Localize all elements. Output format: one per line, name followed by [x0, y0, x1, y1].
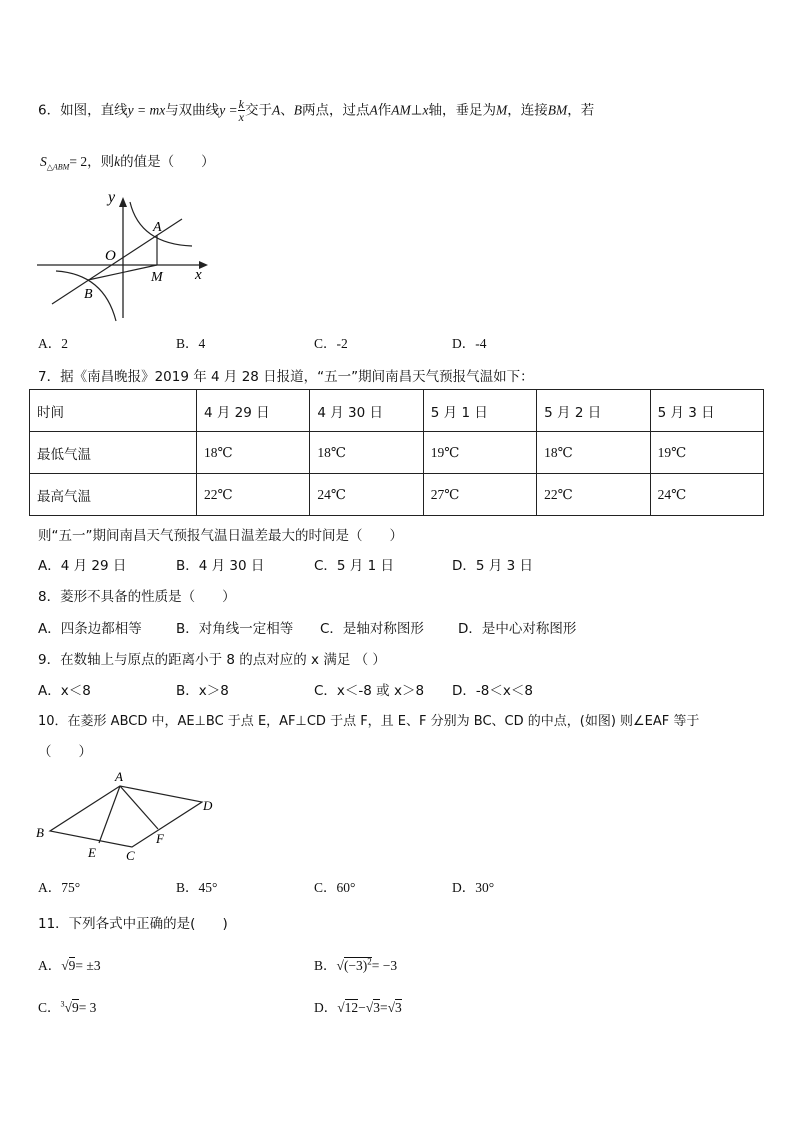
q6-segment-bm: BM — [547, 102, 568, 118]
table-row — [30, 474, 764, 516]
q6-number: 6．如图，直线 — [38, 102, 128, 119]
q11-option-b[interactable] — [314, 954, 397, 974]
table-cell: 最低气温 — [30, 432, 197, 474]
q6-text: 、 — [280, 102, 294, 119]
table-cell: 22℃ — [537, 474, 650, 516]
table-cell: 18℃ — [197, 432, 310, 474]
label-f: F — [156, 831, 164, 846]
label-a: A — [115, 769, 123, 784]
q6-text: 轴，垂足为 — [428, 102, 497, 119]
radical-sign: √ — [337, 1000, 345, 1015]
q9-option-a[interactable]: A．x＜8 — [38, 683, 91, 699]
q6-area-symbol: S — [40, 154, 47, 169]
q6-stem — [38, 98, 594, 123]
q7-stem: 7．据《南昌晚报》2019 年 4 月 28 日报道，“五一”期间南昌天气预报气温如下： — [38, 369, 534, 385]
q6-line-equation: y = mx — [127, 102, 166, 118]
radicand — [344, 957, 372, 973]
table-cell: 24℃ — [650, 474, 763, 516]
rhombus-abcd — [50, 786, 202, 847]
label-y: y — [108, 189, 116, 206]
table-cell: 18℃ — [310, 432, 423, 474]
q6-x-variable: x — [422, 102, 429, 118]
q11-option-a[interactable] — [38, 954, 101, 974]
q6-option-d[interactable]: D．-4 — [452, 336, 487, 351]
option-letter: D． — [314, 1000, 338, 1015]
q7-option-d[interactable]: D．5 月 3 日 — [452, 558, 533, 574]
table-cell: 27℃ — [423, 474, 536, 516]
option-letter: A． — [38, 958, 62, 973]
q6-area-value: = 2 — [69, 154, 88, 169]
q10-option-c[interactable]: C．60° — [314, 880, 356, 895]
radicand: 3 — [395, 1000, 402, 1015]
radicand-base: (−3) — [343, 958, 368, 973]
q7-question: 则“五一”期间南昌天气预报气温日温差最大的时间是（ ） — [38, 528, 403, 544]
q6-hyperbola-lhs: y = — [219, 102, 238, 118]
q8-option-d[interactable]: D．是中心对称图形 — [458, 621, 577, 637]
radical-sign: √ — [61, 958, 69, 973]
q8-option-c[interactable]: C．是轴对称图形 — [320, 621, 424, 637]
option-letter: C． — [38, 1000, 61, 1015]
q6-perp-symbol: ⊥ — [410, 102, 423, 119]
table-header-cell: 5 月 3 日 — [650, 390, 763, 432]
label-a: A — [153, 220, 162, 235]
q6-text: 两点，过点 — [302, 102, 370, 119]
table-row — [30, 432, 764, 474]
q6-point-b: B — [293, 102, 302, 118]
radical-sign: √ — [365, 1000, 374, 1015]
equals-sign: = — [379, 1000, 388, 1015]
radicand-exponent: 2 — [367, 956, 372, 967]
q10-option-b[interactable]: B．45° — [176, 880, 218, 895]
option-rest: = 3 — [78, 1000, 97, 1015]
table-header-cell: 4 月 29 日 — [197, 390, 310, 432]
q6-point-a: A — [369, 102, 378, 118]
label-b: B — [84, 287, 93, 302]
option-rest: = ±3 — [75, 958, 101, 973]
q6-area-subscript: △ABM — [46, 162, 70, 172]
q6-text: 的值是（ ） — [120, 154, 215, 170]
q10-figure — [30, 766, 230, 866]
q10-stem: 10．在菱形 ABCD 中，AE⊥BC 于点 E，AF⊥CD 于点 F，且 E、F 分别为 BC、CD 的中点，(如图) 则∠EAF 等于 — [38, 714, 700, 729]
table-cell: 19℃ — [423, 432, 536, 474]
q10-option-a[interactable]: A．75° — [38, 880, 81, 895]
q8-option-a[interactable]: A．四条边都相等 — [38, 621, 142, 637]
q6-option-c[interactable]: C．-2 — [314, 336, 348, 351]
q6-figure — [32, 186, 218, 326]
radical-sign: √ — [64, 1000, 72, 1015]
table-cell: 最高气温 — [30, 474, 197, 516]
table-cell: 22℃ — [197, 474, 310, 516]
q8-option-b[interactable]: B．对角线一定相等 — [176, 621, 294, 637]
label-e: E — [88, 845, 96, 860]
table-cell: 19℃ — [650, 432, 763, 474]
table-header-cell: 5 月 2 日 — [537, 390, 650, 432]
q11-option-d[interactable] — [314, 996, 402, 1016]
q6-text: ，则 — [87, 154, 115, 170]
q6-fraction — [238, 98, 245, 123]
radical-sign: √ — [387, 1000, 396, 1015]
table-cell: 24℃ — [310, 474, 423, 516]
q6-text: ，连接 — [507, 102, 548, 119]
q7-option-a[interactable]: A．4 月 29 日 — [38, 558, 127, 574]
q6-text: 交于 — [245, 102, 272, 119]
label-x: x — [195, 267, 202, 283]
label-c: C — [126, 848, 135, 863]
q6-text: 与双曲线 — [165, 102, 220, 119]
q9-option-b[interactable]: B．x＞8 — [176, 683, 229, 699]
q9-option-d[interactable]: D．-8＜x＜8 — [452, 683, 533, 699]
q11-stem: 11．下列各式中正确的是( ) — [38, 916, 228, 932]
table-header-cell: 时间 — [30, 390, 197, 432]
minus-sign: − — [358, 1000, 366, 1015]
table-header-cell: 5 月 1 日 — [423, 390, 536, 432]
radicand: 9 — [71, 1000, 79, 1015]
q9-option-c[interactable]: C．x＜-8 或 x＞8 — [314, 683, 425, 699]
radicand: 3 — [373, 1000, 380, 1015]
q6-k-variable: k — [114, 154, 121, 169]
q6-point-m: M — [496, 102, 508, 118]
label-b: B — [36, 825, 44, 840]
q6-text: 作 — [377, 102, 392, 119]
q10-option-d[interactable]: D．30° — [452, 880, 495, 895]
q6-option-a[interactable]: A．2 — [38, 336, 68, 351]
y-axis-arrow — [119, 197, 127, 207]
q8-stem: 8．菱形不具备的性质是（ ） — [38, 589, 236, 605]
q6-fraction-denominator: x — [238, 110, 244, 124]
option-letter: B． — [314, 958, 337, 973]
q9-stem: 9．在数轴上与原点的距离小于 8 的点对应的 x 满足 （ ） — [38, 652, 386, 668]
q6-option-b[interactable]: B．4 — [176, 336, 206, 351]
q7-option-b[interactable]: B．4 月 30 日 — [176, 558, 265, 574]
table-row — [30, 390, 764, 432]
label-m: M — [151, 270, 163, 285]
q6-fraction-numerator: k — [238, 97, 244, 111]
table-cell: 18℃ — [537, 432, 650, 474]
q6-stem-line2 — [40, 150, 215, 172]
q11-option-c[interactable] — [38, 996, 96, 1016]
q6-text: ，若 — [567, 102, 595, 119]
option-rest: = −3 — [371, 958, 398, 973]
segment-ae — [99, 786, 120, 843]
q10-stem-line2: （ ） — [38, 744, 92, 760]
root-index: 3 — [60, 999, 65, 1009]
table-header-cell: 4 月 30 日 — [310, 390, 423, 432]
line-y-mx — [52, 219, 182, 304]
radicand: 12 — [344, 1000, 359, 1015]
q7-option-c[interactable]: C．5 月 1 日 — [314, 558, 394, 574]
radicand: 9 — [68, 958, 76, 973]
q6-point-a: A — [272, 102, 281, 118]
label-d: D — [203, 798, 213, 813]
radical-sign: √ — [336, 958, 344, 973]
q7-temperature-table — [29, 389, 764, 516]
label-o: O — [105, 248, 116, 264]
q6-segment-am: AM — [391, 102, 411, 118]
